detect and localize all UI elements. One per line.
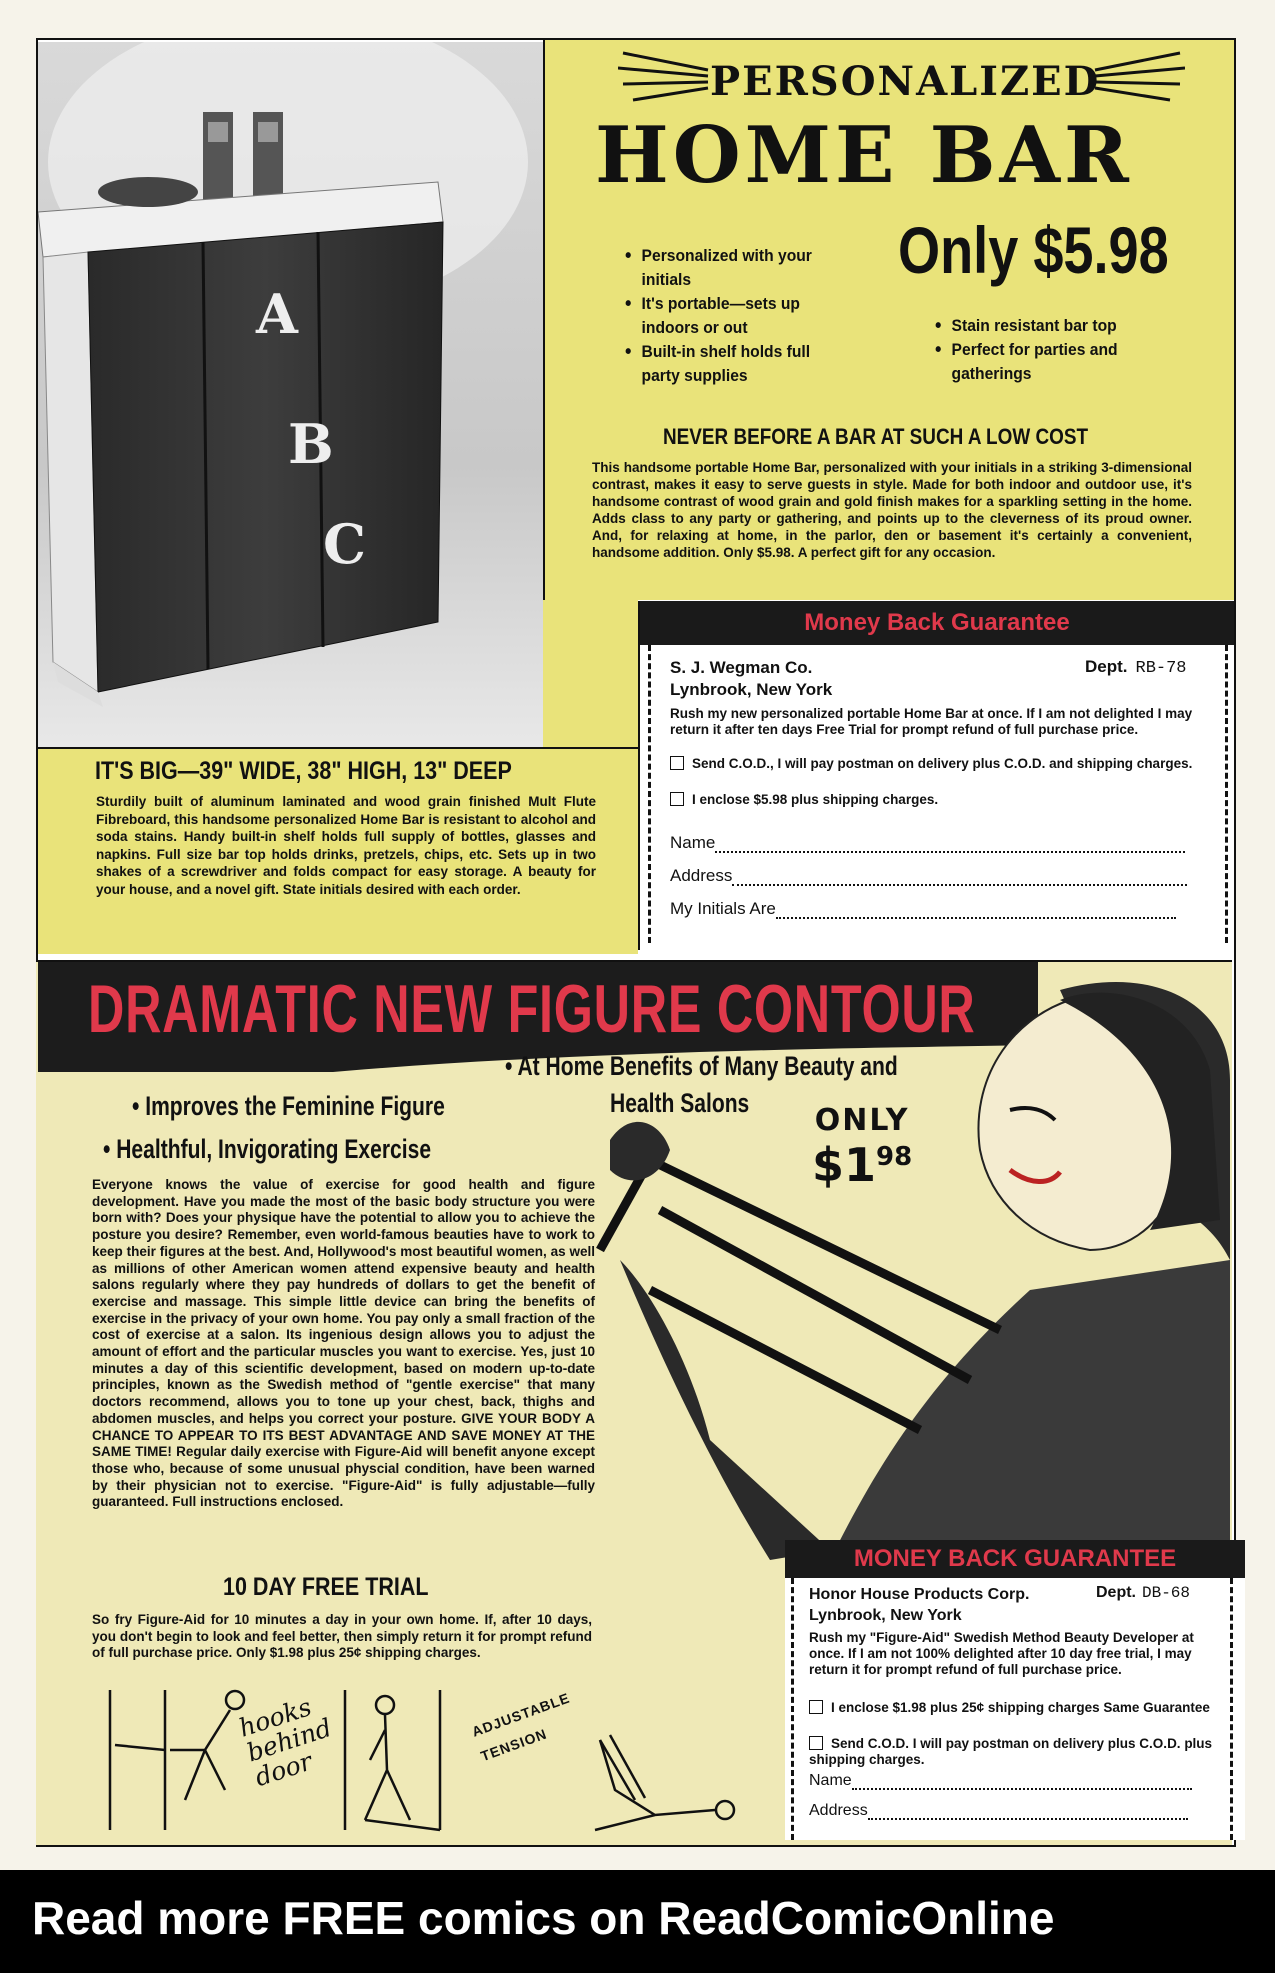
address-field-label: Address [809,1802,868,1819]
feature-item: • It's portable—sets up indoors or out [625,292,850,340]
figure-ad-title: DRAMATIC NEW FIGURE CONTOUR [88,971,976,1047]
initial-a: A [256,282,298,346]
figure-order-coupon [785,1540,1245,1840]
dept-label: Dept. [1096,1584,1136,1601]
address-field-line[interactable] [868,1802,1188,1820]
cod-option[interactable] [809,1736,1214,1768]
feature-item: • Personalized with your initials [625,244,850,292]
name-field-label: Name [809,1772,852,1789]
address-field-label: Address [670,866,733,885]
adjustable-tension-caption: ADJUSTABLE TENSION [469,1689,573,1765]
cod-option[interactable] [670,756,1205,772]
initials-field[interactable] [670,899,1176,919]
hooks-behind-door-caption: hooks behind door [235,1692,336,1793]
coupon-company-address [670,657,832,701]
home-bar-order-coupon [638,601,1234,950]
coupon-company: S. J. Wegman Co. [670,658,813,677]
benefit-healthful-exercise: • Healthful, Invigorating Exercise [103,1134,432,1164]
benefit-health-salons: Health Salons [610,1088,750,1118]
address-field[interactable] [809,1802,1188,1820]
coupon-body: Rush my "Figure-Aid" Swedish Method Beauty Developer at once. If I am not 100% delighted after 10 day free trial, I may return it for prompt refund of full purchase price. [809,1630,1194,1677]
enclose-option-label: I enclose $5.98 plus shipping charges. [692,792,939,807]
size-headline: IT'S BIG—39" WIDE, 38" HIGH, 13" DEEP [95,757,512,785]
features-left-list [625,244,850,388]
dept-label: Dept. [1085,657,1128,676]
size-description: Sturdily built of aluminum laminated and wood grain finished Mult Flute Fibreboard, this handsome personalized Home Bar is resistant to alcohol and soda stains. Handy built-in shelf holds full supply of bottles, glasses and napkins. Full size bar top holds drinks, pretzels, chips, etc. Sets up in two shakes of a screwdriver and folds compact for easy storage. A beauty for your house, and a novel gift. State initials desired with each order. [96,794,596,897]
enclose-checkbox[interactable] [809,1700,823,1714]
home-bar-description: This handsome portable Home Bar, personalized with your initials in a striking 3-dimensional contrast, makes it easy to serve guests in style. Made for both indoor and outdoor use, it's handsome contrast of wood grain and gold finish makes for a sparkling setting in the home. Adds class to any party or gathering, and points up to the cleverness of its proud owner. And, for relaxing at home, in the parlor, den or basement it's certainly a convenient, handsome addition. Only $5.98. A perfect gift for any occasion. [592,460,1192,560]
initials-field-label: My Initials Are [670,899,776,918]
money-back-guarantee-heading: MONEY BACK GUARANTEE [785,1540,1245,1578]
enclose-option[interactable] [670,792,1205,808]
benefit-at-home: • At Home Benefits of Many Beauty and [505,1051,898,1081]
coupon-company: Honor House Products Corp. [809,1586,1030,1603]
features-right-list [935,314,1170,386]
initial-b: B [288,412,334,476]
home-bar-illustration [38,42,543,747]
feature-item: • Stain resistant bar top [935,314,1170,338]
enclose-option-label: I enclose $1.98 plus 25¢ shipping charges Same Guarantee [831,1700,1210,1715]
cod-checkbox[interactable] [670,756,684,770]
coupon-dept [1096,1584,1190,1602]
only-label: ONLY [814,1103,910,1138]
enclose-checkbox[interactable] [670,792,684,806]
feature-item: • Built-in shelf holds full party supplies [625,340,850,388]
benefit-feminine-figure: • Improves the Feminine Figure [132,1091,445,1121]
address-field-line[interactable] [732,868,1187,886]
price-cents: 98 [876,1142,913,1172]
cod-checkbox[interactable] [809,1736,823,1750]
ray-lines-left-icon [618,48,718,108]
home-bar-price: Only $5.98 [898,213,1169,287]
dept-code: DB-68 [1142,1584,1191,1602]
initials-field-line[interactable] [776,901,1176,919]
coupon-city: Lynbrook, New York [809,1607,962,1624]
name-field[interactable] [809,1772,1192,1790]
coupon-company-address [809,1584,1029,1626]
money-back-guarantee-heading: Money Back Guarantee [640,601,1234,645]
feature-item: • Perfect for parties and gatherings [935,338,1170,386]
coupon-dept [1085,657,1187,678]
home-bar-yellow-strip [543,600,638,747]
figure-price [812,1138,913,1192]
personalized-label: PERSONALIZED [710,58,1101,105]
figure-price-block [812,1103,913,1192]
name-field-line[interactable] [715,835,1185,853]
coupon-body: Rush my new personalized portable Home Bar at once. If I am not delighted I may return it after ten days Free Trial for prompt refund of full purchase price. [670,706,1193,737]
figure-ad-description: Everyone knows the value of exercise for good health and figure development. Have you made the most of the basic body structure you were born with? Does your physique have the potential to allow you to achieve the posture you desire? Remember, even world-famous beauties have to work to keep their figures at the best. And, Hollywood's most beautiful women, as well as millions of other American women attend expensive beauty and health salons regularly where they pay hundreds of dollars to get the benefit of exercise and massage. This simple little device can bring the benefits of exercise in the privacy of your own home. You pay only a small fraction of the cost of exercise at a salon. Its ingenious design allows you to adjust the amount of effort and the particular muscles you want to exercise. Yes, just 10 minutes a day of this scientific development, based on modern up-to-date principles, known as the Swedish method of "gentle exercise" that many doctors recommend, allows you to tone up your chest, back, thighs and abdomen muscles, and helps you correct your posture. GIVE YOUR BODY A CHANCE TO APPEAR TO ITS BEST ADVANTAGE AND SAVE MONEY AT THE SAME TIME! Regular daily exercise with Figure-Aid will benefit anyone except those who, because of some unusual physcial condition, have been warned by their physician not to exercise. "Figure-Aid" is fully adjustable—fully guaranteed. Full instructions enclosed. [92,1177,595,1510]
coupon-city: Lynbrook, New York [670,680,833,699]
free-trial-heading: 10 DAY FREE TRIAL [223,1573,429,1601]
exercise-diagrams [95,1680,775,1840]
cod-option-label: Send C.O.D., I will pay postman on delivery plus C.O.D. and shipping charges. [692,756,1193,771]
name-field-label: Name [670,833,716,852]
initial-c: C [323,512,366,576]
name-field[interactable] [670,833,1185,853]
name-field-line[interactable] [852,1772,1192,1790]
free-trial-text: So fry Figure-Aid for 10 minutes a day in your own home. If, after 10 days, you don't begin to look and feel better, then simply return it for prompt refund of full purchase price. Only $1.98 plus 25¢ shipping charges. [92,1612,592,1660]
enclose-option[interactable] [809,1700,1214,1716]
home-bar-title: HOME BAR [595,110,1133,201]
cod-option-label: Send C.O.D. I will pay postman on delivery plus C.O.D. plus shipping charges. [809,1736,1213,1767]
footer-link[interactable]: Read more FREE comics on ReadComicOnline [32,1892,1055,1944]
home-bar-photo [38,42,543,747]
never-before-headline: NEVER BEFORE A BAR AT SUCH A LOW COST [663,424,1089,449]
price-dollars: $1 [812,1138,877,1192]
dept-code: RB-78 [1135,659,1187,678]
address-field[interactable] [670,866,1187,886]
